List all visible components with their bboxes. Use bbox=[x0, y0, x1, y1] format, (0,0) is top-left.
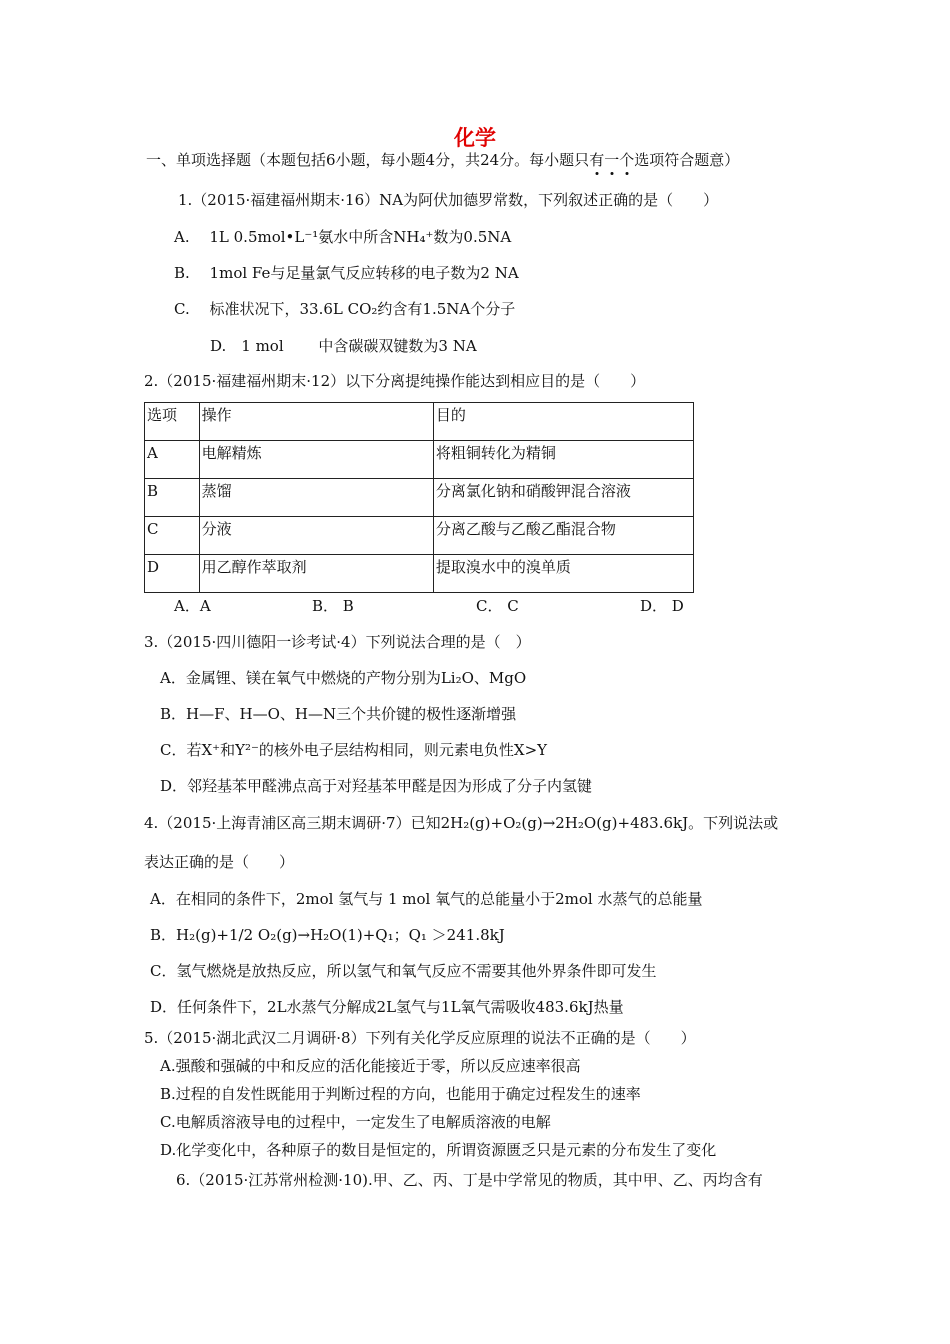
section-heading-text: 选项符合题意） bbox=[634, 151, 740, 169]
question-2-stem: 2.（2015·福建福州期末·12）以下分离提纯操作能达到相应目的是（ ） bbox=[144, 372, 646, 390]
section-heading bbox=[146, 150, 739, 170]
emphasis-char: 一 bbox=[604, 151, 620, 169]
table-cell: 分离氯化钠和硝酸钾混合溶液 bbox=[433, 479, 693, 517]
question-5-option-c: C.电解质溶液导电的过程中，一定发生了电解质溶液的电解 bbox=[160, 1113, 551, 1131]
section-heading-text: 一、单项选择题（本题包括6小题，每小题4分，共24分。每小题只 bbox=[146, 151, 590, 169]
question-1-option-b: B. 1mol Fe与足量氯气反应转移的电子数为2 NA bbox=[174, 264, 519, 282]
table-cell: 蒸馏 bbox=[199, 479, 433, 517]
options-table bbox=[144, 402, 694, 593]
question-5-option-b: B.过程的自发性既能用于判断过程的方向，也能用于确定过程发生的速率 bbox=[160, 1085, 641, 1103]
table-row bbox=[145, 517, 694, 555]
table-cell: 用乙醇作萃取剂 bbox=[199, 555, 433, 593]
table-header-row bbox=[145, 403, 694, 441]
question-4-stem: 4.（2015·上海青浦区高三期末调研·7）已知2H₂(g)+O₂(g)→2H₂O(g)+483.6kJ。下列说法或 bbox=[144, 814, 779, 832]
table-row bbox=[145, 441, 694, 479]
question-1-option-d: D. 1 mol 中含碳碳双键数为3 NA bbox=[210, 337, 477, 355]
question-1-stem: 1.（2015·福建福州期末·16）NA为阿伏加德罗常数，下列叙述正确的是（ ） bbox=[178, 191, 719, 209]
question-4-option-c: C．氢气燃烧是放热反应，所以氢气和氧气反应不需要其他外界条件即可发生 bbox=[150, 962, 657, 980]
question-3-option-c: C．若X⁺和Y²⁻的核外电子层结构相同，则元素电负性X>Y bbox=[160, 741, 548, 759]
question-1-option-c: C. 标准状况下，33.6L CO₂约含有1.5NA个分子 bbox=[174, 300, 516, 318]
question-4-option-b: B．H₂(g)+1/2 O₂(g)→H₂O(1)+Q₁；Q₁ ＞241.8kJ bbox=[150, 926, 505, 944]
question-3-option-b: B．H—F、H—O、H—N三个共价键的极性逐渐增强 bbox=[160, 705, 517, 723]
question-1-option-a: A. 1L 0.5mol•L⁻¹氨水中所含NH₄⁺数为0.5NA bbox=[174, 228, 512, 246]
emphasis-char: 个 bbox=[619, 151, 635, 169]
question-2-option-d: D． D bbox=[640, 597, 684, 615]
question-2-option-b: B． B bbox=[312, 597, 354, 615]
table-header-cell: 操作 bbox=[199, 403, 433, 441]
question-3-option-a: A．金属锂、镁在氧气中燃烧的产物分别为Li₂O、MgO bbox=[160, 669, 527, 687]
emphasis-char: 有 bbox=[589, 151, 605, 169]
table-cell: 分离乙酸与乙酸乙酯混合物 bbox=[433, 517, 693, 555]
question-2-option-a: A．A bbox=[174, 597, 211, 615]
question-4-option-a: A．在相同的条件下，2mol 氢气与 1 mol 氧气的总能量小于2mol 水蒸气的总能量 bbox=[150, 890, 703, 908]
table-header-cell: 目的 bbox=[433, 403, 693, 441]
table-cell: 分液 bbox=[199, 517, 433, 555]
question-2-option-c: C． C bbox=[476, 597, 519, 615]
table-cell: 电解精炼 bbox=[199, 441, 433, 479]
question-5-option-d: D.化学变化中，各种原子的数目是恒定的，所谓资源匮乏只是元素的分布发生了变化 bbox=[160, 1141, 717, 1159]
question-4-option-d: D．任何条件下，2L水蒸气分解成2L氢气与1L氧气需吸收483.6kJ热量 bbox=[150, 998, 624, 1016]
question-3-option-d: D．邻羟基苯甲醛沸点高于对羟基苯甲醛是因为形成了分子内氢键 bbox=[160, 777, 593, 795]
table-header-cell: 选项 bbox=[145, 403, 200, 441]
question-6-stem: 6.（2015·江苏常州检测·10).甲、乙、丙、丁是中学常见的物质，其中甲、乙、丙均含有 bbox=[176, 1171, 763, 1189]
table-cell: 提取溴水中的溴单质 bbox=[433, 555, 693, 593]
table-cell: 将粗铜转化为精铜 bbox=[433, 441, 693, 479]
question-4-stem-cont: 表达正确的是（ ） bbox=[144, 853, 295, 871]
table-cell: A bbox=[145, 441, 200, 479]
table-cell: B bbox=[145, 479, 200, 517]
question-5-option-a: A.强酸和强碱的中和反应的活化能接近于零，所以反应速率很高 bbox=[160, 1057, 581, 1075]
page-title: 化学 bbox=[454, 126, 496, 150]
question-5-stem: 5.（2015·湖北武汉二月调研·8）下列有关化学反应原理的说法不正确的是（ ） bbox=[144, 1029, 696, 1047]
table-cell: C bbox=[145, 517, 200, 555]
table-cell: D bbox=[145, 555, 200, 593]
table-row bbox=[145, 479, 694, 517]
question-3-stem: 3.（2015·四川德阳一诊考试·4）下列说法合理的是（ ） bbox=[144, 633, 531, 651]
table-row bbox=[145, 555, 694, 593]
